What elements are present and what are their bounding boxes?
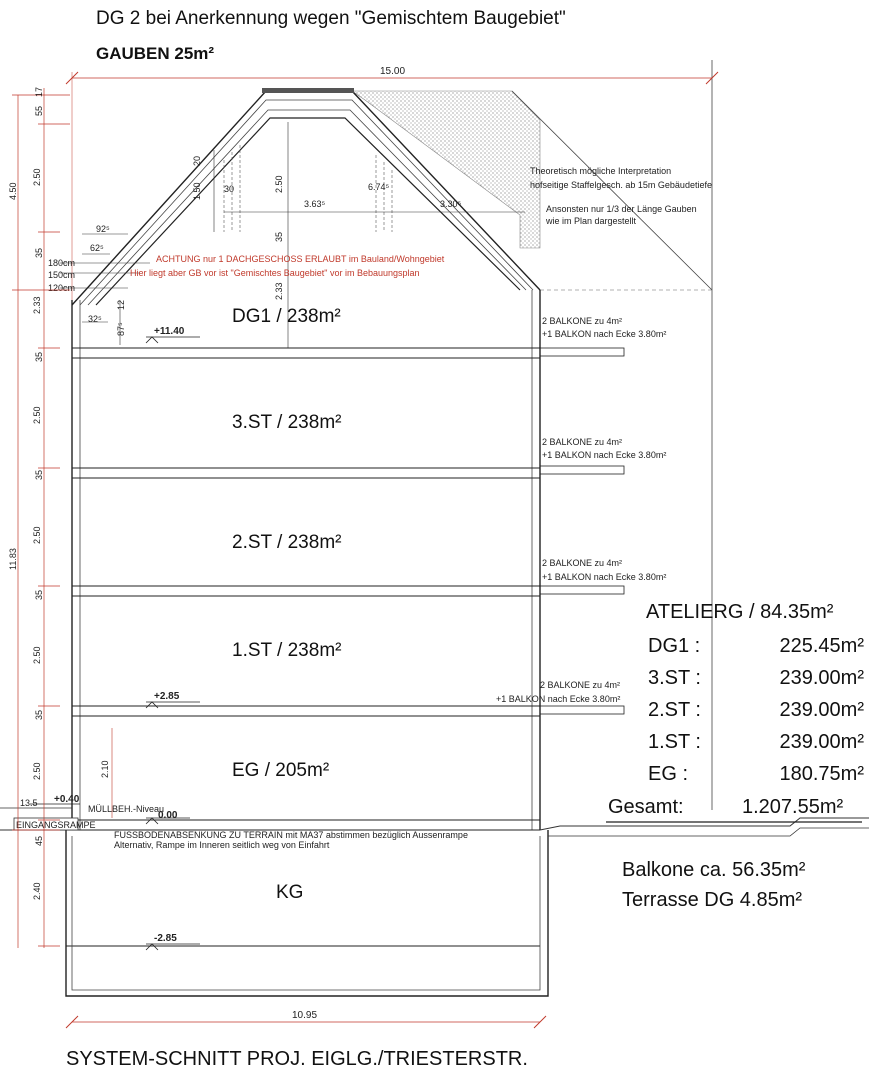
summary-row-value: 225.45m²: [779, 635, 864, 657]
svg-text:+2.85: +2.85: [154, 691, 180, 702]
floor-3st-label: 3.ST / 238m²: [232, 412, 342, 433]
dormer-150-label: 1.50: [192, 182, 202, 200]
balkon-2st-2: +1 BALKON nach Ecke 3.80m²: [542, 572, 667, 582]
dim-1183-label: 11.83: [8, 548, 18, 570]
summary-row-value: 239.00m²: [779, 731, 864, 753]
dim-roof-35-label: 35: [34, 247, 44, 258]
eave-12-label: 12: [116, 299, 126, 310]
summary-row-label: 2.ST :: [648, 699, 701, 721]
dim-35-b-label: 35: [34, 469, 44, 480]
level-marker-285: [146, 691, 200, 708]
summary-row-value: 180.75m²: [779, 763, 864, 785]
red-note-1: ACHTUNG nur 1 DACHGESCHOSS ERLAUBT im Bauland/Wohngebiet: [156, 254, 445, 264]
terrain-right-2: [548, 828, 869, 836]
dormer-20-label: 20: [192, 155, 202, 166]
summary-atelier: ATELIERG / 84.35m²: [646, 601, 834, 623]
balkon-3st-2: +1 BALKON nach Ecke 3.80m²: [542, 450, 667, 460]
dim-240-label: 2.40: [32, 882, 42, 900]
fussboden-note-1: FUSSBODENABSENKUNG ZU TERRAIN mit MA37 abstimmen bezüglich Aussenrampe: [114, 830, 468, 840]
dim-35-a-label: 35: [34, 351, 44, 362]
summary-gesamt-label: Gesamt:: [608, 796, 684, 818]
interp-note-1: Theoretisch mögliche Interpretation: [530, 166, 672, 176]
summary-balkone: Balkone ca. 56.35m²: [622, 859, 806, 881]
dim-250-b-label: 2.50: [32, 526, 42, 544]
dim-17-label: 17: [34, 86, 44, 97]
ridge-beam: [262, 88, 354, 93]
balkon-1st-2: +1 BALKON nach Ecke 3.80m²: [496, 694, 621, 704]
interp-note-2: hofseitige Staffelgesch. ab 15m Gebäudetiefe: [530, 180, 712, 190]
summary-row-label: 3.ST :: [648, 667, 701, 689]
floor-2st-label: 2.ST / 238m²: [232, 532, 342, 553]
interp-note-4: wie im Plan dargestellt: [546, 216, 637, 226]
eave-875-label: 87⁵: [116, 322, 126, 336]
balcony-slabs: [540, 348, 624, 714]
eave-325-label: 32⁵: [88, 314, 102, 324]
balkon-dg-2: +1 BALKON nach Ecke 3.80m²: [542, 329, 667, 339]
dim-45-label: 45: [34, 835, 44, 846]
muell-label: MÜLLBEH.-Niveau: [88, 804, 165, 814]
dim-1095-label: 10.95: [292, 1010, 318, 1021]
dim-roof-250-label: 2.50: [32, 168, 42, 186]
basement-outline: [66, 830, 548, 996]
floor-dg1-label: DG1 / 238m²: [232, 306, 341, 327]
floor-kg-label: KG: [276, 882, 304, 903]
interp-note-3: Ansonsten nur 1/3 der Länge Gauben: [546, 204, 697, 214]
eave-925-label: 92⁵: [96, 224, 110, 234]
dim-55-label: 55: [34, 105, 44, 116]
drawing-footer: SYSTEM-SCHNITT PROJ. EIGLG./TRIESTERSTR.: [66, 1048, 528, 1070]
summary-row-label: EG :: [648, 763, 689, 785]
dim-250-a-label: 2.50: [32, 406, 42, 424]
dormer-left: [224, 145, 392, 232]
level-marker-m285: [146, 933, 200, 950]
dim-15-label: 15.00: [380, 66, 406, 77]
inner-35-label: 35: [274, 231, 284, 242]
balkon-3st-1: 2 BALKONE zu 4m²: [542, 437, 623, 447]
dim-135-label: 13.5: [20, 798, 38, 808]
red-note-2: Hier liegt aber GB vor ist "Gemischtes Baugebiet" vor im Bebauungsplan: [130, 268, 420, 278]
dormer-674-label: 6.74⁵: [368, 182, 390, 192]
balkon-1st-1: 2 BALKONE zu 4m²: [540, 680, 621, 690]
dim-35-d-label: 35: [34, 709, 44, 720]
summary-rows: [648, 635, 864, 785]
dormer-330-label: 3.30⁵: [440, 199, 462, 209]
dim-width-bottom: [66, 1010, 546, 1028]
svg-text:+11.40: +11.40: [154, 326, 185, 337]
hatched-staffel-zone: [352, 91, 540, 248]
summary-gesamt-value: 1.207.55m²: [742, 796, 844, 818]
dormer-363-label: 3.63⁵: [304, 199, 326, 209]
dim-250-d-label: 2.50: [32, 762, 42, 780]
fussboden-note-2: Alternativ, Rampe im Inneren seitlich weg von Einfahrt: [114, 840, 330, 850]
summary-row-value: 239.00m²: [779, 667, 864, 689]
balkon-dg-1: 2 BALKONE zu 4m²: [542, 316, 623, 326]
drawing-title: DG 2 bei Anerkennung wegen "Gemischtem Baugebiet": [96, 8, 566, 29]
svg-text:-2.85: -2.85: [154, 933, 177, 944]
floor-eg-label: EG / 205m²: [232, 760, 330, 781]
eave-625-label: 62⁵: [90, 243, 104, 253]
summary-terrasse: Terrasse DG 4.85m²: [622, 889, 803, 911]
floor-1st-label: 1.ST / 238m²: [232, 640, 342, 661]
summary-row-label: 1.ST :: [648, 731, 701, 753]
theoretical-roof-line: [512, 91, 712, 290]
dim-450-label: 4.50: [8, 182, 18, 200]
dim-35-c-label: 35: [34, 589, 44, 600]
summary-row-label: DG1 :: [648, 635, 701, 657]
drawing-subtitle: GAUBEN 25m²: [96, 44, 215, 63]
basement-inner: [72, 836, 540, 990]
cm120-label: 120cm: [48, 283, 76, 293]
balkon-2st-1: 2 BALKONE zu 4m²: [542, 558, 623, 568]
dim-250-c-label: 2.50: [32, 646, 42, 664]
cm180-label: 180cm: [48, 258, 76, 268]
svg-text:0.00: 0.00: [158, 810, 178, 821]
dim-210-label: 2.10: [100, 760, 110, 778]
eingangsrampe-label: EINGANGSRAMPE: [16, 820, 96, 830]
dim-233-label: 2.33: [32, 296, 42, 314]
cm150-label: 150cm: [48, 270, 76, 280]
dormer-30-label: 30: [224, 184, 235, 194]
ridge-250-label: 2.50: [274, 175, 284, 193]
level-marker-1140: [146, 326, 200, 343]
svg-text:+0.40: +0.40: [54, 794, 80, 805]
summary-row-value: 239.00m²: [779, 699, 864, 721]
inner-233-label: 2.33: [274, 282, 284, 300]
